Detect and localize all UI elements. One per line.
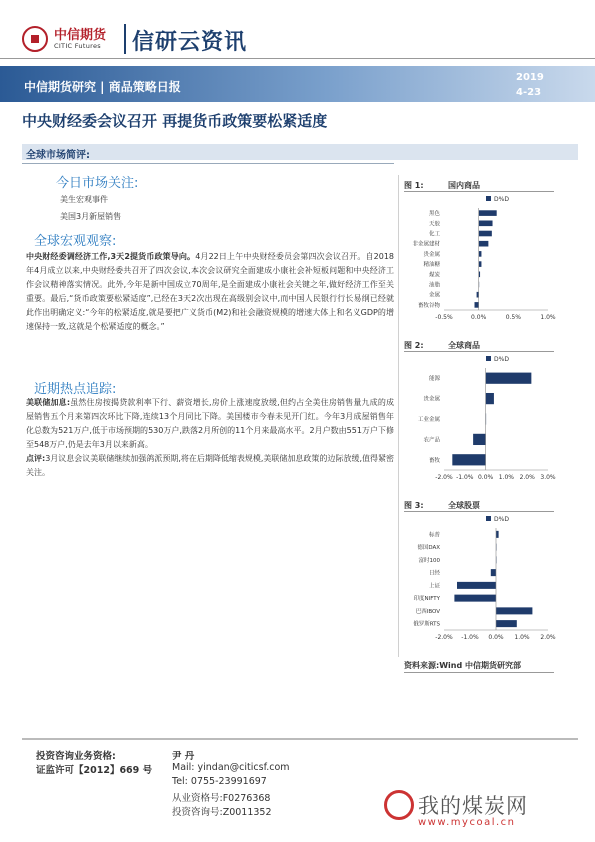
analyst-tel: Tel: 0755-23991697 (172, 776, 267, 787)
bar (496, 531, 499, 538)
category-label: 贵金属 (423, 251, 440, 258)
watermark-text: 我的煤炭网 (418, 794, 528, 818)
legend-label: D%D (494, 196, 509, 203)
legend-swatch (486, 516, 491, 521)
category-label: 天胶 (428, 221, 440, 228)
figure-3-header (404, 500, 554, 512)
bar (491, 569, 496, 576)
figure-1-title: 国内商品 (448, 181, 480, 190)
macro-lead: 中央财经委调经济工作,3天2提货币政策导向。 (26, 252, 196, 261)
bar (475, 302, 479, 308)
watermark-url: www.mycoal.cn (418, 817, 516, 828)
logo-en: CITIC Futures (54, 42, 101, 50)
figure-3-title: 全球股票 (448, 501, 480, 510)
tick-label: 2.0% (540, 634, 556, 641)
logo-cn: 中信期货 (54, 28, 107, 43)
section-bar (22, 144, 578, 160)
focus-item: 美国3月新屋销售 (60, 212, 122, 221)
logo-divider (124, 24, 126, 54)
footer-divider (22, 738, 578, 740)
tick-label: 1.0% (498, 474, 515, 481)
bar (452, 454, 485, 465)
figure-2-label: 图 2: (404, 341, 424, 350)
legend-label: D%D (494, 516, 509, 523)
category-label: 印度NIFTY (413, 596, 440, 603)
bar (479, 210, 497, 216)
analyst-name: 尹 丹 (172, 751, 195, 762)
tick-label: 3.0% (540, 474, 556, 481)
bar (479, 261, 482, 267)
category-label: 巴西IBOV (415, 608, 440, 615)
tick-label: 0.0% (488, 634, 504, 641)
category-label: 日经 (428, 570, 440, 577)
category-label: 富时100 (418, 557, 440, 564)
watermark-logo-icon (384, 790, 414, 820)
page-title: 中央财经委会议召开 再提货币政策要松紧适度 (22, 112, 328, 130)
bar (454, 595, 496, 602)
chart-3 (404, 514, 554, 646)
comment-body: 3月议息会议美联储继续加强鸽派预期,将在后期降低缩表规模,美联储加息政策的边际放缓,值得紧密关注。 (26, 454, 394, 477)
analyst-cert: 从业资格号:F0276368 (172, 793, 271, 804)
report-date (516, 70, 544, 100)
focus-item: 美生宏观事件 (60, 195, 108, 204)
license-number: 证监许可【2012】669 号 (36, 765, 153, 776)
chart-1 (404, 194, 554, 326)
category-label: 畜牧 (428, 457, 440, 464)
tick-label: -2.0% (435, 634, 453, 641)
analyst-advisory-cert: 投资咨询号:Z0011352 (172, 807, 272, 818)
source-note: 资料来源:Wind 中信期货研究部 (404, 661, 521, 670)
comment-lead: 点评: (26, 454, 46, 463)
report-month-day: 4-23 (516, 87, 542, 98)
tick-label: 0.0% (477, 474, 494, 481)
tick-label: 0.5% (505, 314, 521, 321)
category-label: 标普 (428, 532, 440, 539)
figure-1-header (404, 180, 554, 192)
figure-3-label: 图 3: (404, 501, 424, 510)
column-divider (398, 175, 399, 657)
category-label: 上证 (428, 583, 440, 590)
category-label: 精油糖 (423, 262, 440, 269)
category-label: 俄罗斯RTS (413, 621, 440, 628)
bar (479, 220, 493, 226)
category-label: 煤炭 (428, 272, 440, 279)
figure-2-title: 全球商品 (448, 341, 480, 350)
hot-body: 虽然住房按揭贷款利率下行、薪资增长,房价上涨速度放缓,但约占全美住房销售量九成的成屋销售五个月来第四次环比下降,连续13个月同比下降。美国楼市今春未见开门红。今年3月成屋销售年化总数为521万户,低于市场预期的530万户,跌落2月所创的11个月来最高水平。2月户数由551万户下修至548万户,仍是去年3月以来新高。 (26, 398, 394, 449)
legend-label: D%D (494, 356, 509, 363)
category-label: 德国DAX (417, 545, 440, 552)
section-bar-label: 全球市场简评: (26, 150, 90, 161)
category-label: 农产品 (423, 437, 440, 444)
report-year: 2019 (516, 72, 544, 83)
category-label: 非金属建材 (412, 241, 440, 248)
bar (479, 251, 482, 257)
bar (486, 373, 532, 384)
tick-label: -1.0% (456, 474, 474, 481)
category-label: 黑色 (428, 211, 440, 218)
bar (479, 241, 489, 247)
source-divider (404, 672, 554, 673)
brand-title: 信研云资讯 (132, 30, 248, 55)
chart-2 (404, 354, 554, 486)
hot-paragraph (26, 396, 394, 480)
category-label: 油脂 (428, 282, 440, 289)
hot-lead: 美联储加息: (26, 398, 71, 407)
license-label: 投资咨询业务资格: (36, 751, 116, 762)
category-label: 畜牧谷物 (417, 302, 440, 309)
tick-label: 0.0% (471, 314, 487, 321)
bar (457, 582, 496, 589)
bar (479, 231, 492, 237)
bar (496, 607, 532, 614)
section-divider (22, 163, 394, 164)
legend-swatch (486, 196, 491, 201)
hot-heading: 近期热点追踪: (34, 382, 117, 397)
analyst-mail[interactable]: Mail: yindan@citicsf.com (172, 762, 290, 773)
bar (473, 434, 485, 445)
macro-heading: 全球宏观观察: (34, 234, 117, 249)
tick-label: -2.0% (435, 474, 453, 481)
figure-2-header (404, 340, 554, 352)
tick-label: -1.0% (461, 634, 479, 641)
tick-label: 2.0% (519, 474, 535, 481)
category-label: 工业金属 (417, 417, 440, 423)
category-label: 金属 (428, 292, 440, 299)
tick-label: 1.0% (540, 314, 556, 321)
macro-paragraph (26, 250, 394, 334)
tick-label: -0.5% (435, 314, 453, 321)
figure-1-label: 图 1: (404, 181, 424, 190)
header-divider (0, 58, 595, 59)
bar (477, 292, 479, 298)
tick-label: 1.0% (514, 634, 530, 641)
bar (486, 393, 494, 404)
category-label: 化工 (428, 231, 440, 238)
report-type: 中信期货研究 | 商品策略日报 (24, 80, 181, 94)
macro-body: 4月22日上午中央财经委员会第四次会议召开。自2018年4月成立以来,中央财经委共召开了四次会议,本次会议研究全面建成小康社会补短板问题和中央经济工作会议精神落实情况。此外,今年是新中国成立70周年,是全面建成小康社会关键之年,做好经济工作至关重要。最后,“货币政策要松紧适度”,已经在3天2次出现在高级别会议中,而中国人民银行行长易纲已经就此作出明确定义:“今年的松紧适度,就是要把广义货币(M2)和社会融资规模的增速大体上和名义GDP的增速保持一致,这就是个松紧适度的概念。” (26, 252, 394, 331)
focus-heading: 今日市场关注: (56, 176, 139, 191)
legend-swatch (486, 356, 491, 361)
citic-logo-icon (22, 26, 48, 52)
category-label: 能源 (428, 376, 440, 383)
category-label: 贵金属 (423, 396, 440, 403)
bar (496, 620, 517, 627)
